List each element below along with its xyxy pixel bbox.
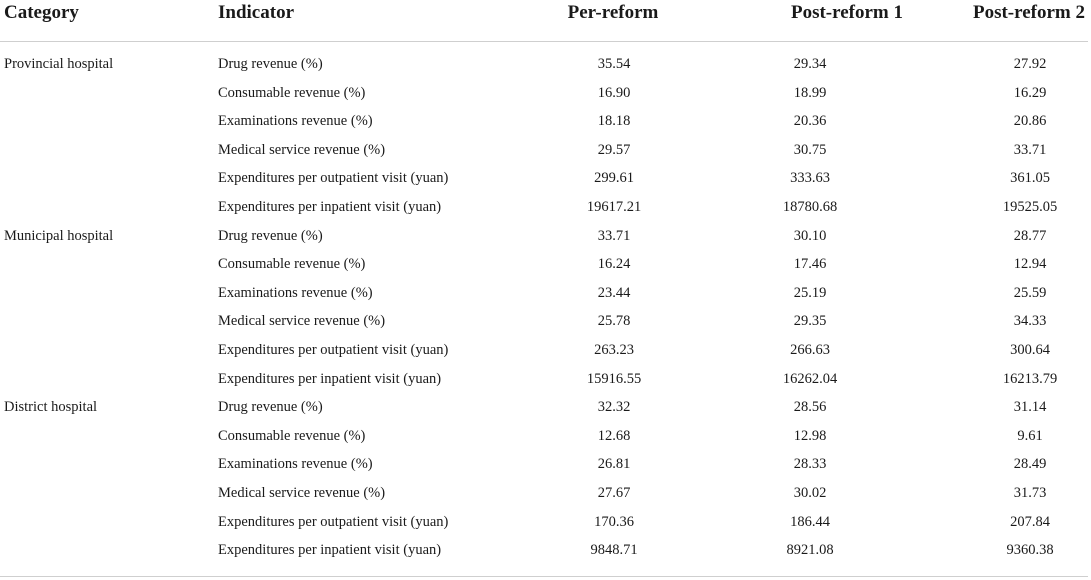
post-reform-1-cell: 28.56 xyxy=(793,399,827,416)
indicator-cell: Examinations revenue (%) xyxy=(218,113,373,130)
table-row xyxy=(0,478,1091,507)
table-row xyxy=(0,249,1091,278)
per-reform-cell: 19617.21 xyxy=(586,198,642,215)
bottom-divider xyxy=(0,576,1088,577)
table-row xyxy=(0,192,1091,221)
post-reform-2-cell: 361.05 xyxy=(1010,170,1050,187)
per-reform-cell: 26.81 xyxy=(597,456,631,473)
indicator-cell: Medical service revenue (%) xyxy=(218,313,386,330)
per-reform-cell: 170.36 xyxy=(594,513,634,530)
per-reform-cell: 25.78 xyxy=(597,313,631,330)
post-reform-2-cell: 28.77 xyxy=(1013,227,1047,244)
indicator-cell: Consumable revenue (%) xyxy=(218,84,366,101)
post-reform-1-cell: 25.19 xyxy=(793,284,827,301)
per-reform-cell: 35.54 xyxy=(597,56,631,72)
post-reform-1-cell: 30.10 xyxy=(793,227,827,244)
header-post-reform-1: Post-reform 1 xyxy=(790,2,903,23)
per-reform-cell: 32.32 xyxy=(597,399,631,416)
per-reform-cell: 18.18 xyxy=(597,113,631,130)
post-reform-1-cell: 8921.08 xyxy=(786,542,834,559)
post-reform-1-cell: 186.44 xyxy=(790,513,830,530)
post-reform-2-cell: 25.59 xyxy=(1013,284,1047,301)
indicator-cell: Medical service revenue (%) xyxy=(218,484,386,501)
table-row xyxy=(0,364,1091,393)
post-reform-1-cell: 333.63 xyxy=(790,170,830,187)
post-reform-2-cell: 19525.05 xyxy=(1002,198,1058,215)
indicator-cell: Expenditures per inpatient visit (yuan) xyxy=(218,370,442,387)
indicator-cell: Expenditures per outpatient visit (yuan) xyxy=(218,341,449,358)
post-reform-2-cell: 9.61 xyxy=(1017,427,1043,444)
table-row xyxy=(0,535,1091,564)
header-per-reform: Per-reform xyxy=(567,2,659,23)
post-reform-2-cell: 16.29 xyxy=(1013,84,1047,101)
post-reform-2-cell: 300.64 xyxy=(1010,341,1050,358)
indicator-cell: Examinations revenue (%) xyxy=(218,456,373,473)
table-row xyxy=(0,221,1091,250)
header-indicator: Indicator xyxy=(218,2,294,23)
post-reform-1-cell: 16262.04 xyxy=(782,370,838,387)
table-row xyxy=(0,306,1091,335)
post-reform-1-cell: 28.33 xyxy=(793,456,827,473)
table-row xyxy=(0,278,1091,307)
header-category: Category xyxy=(4,2,79,23)
post-reform-1-cell: 18780.68 xyxy=(782,198,838,215)
indicator-cell: Expenditures per outpatient visit (yuan) xyxy=(218,513,449,530)
table-row xyxy=(0,449,1091,478)
per-reform-cell: 263.23 xyxy=(594,341,634,358)
post-reform-2-cell: 27.92 xyxy=(1013,56,1047,72)
category-cell: Municipal hospital xyxy=(4,227,114,244)
category-cell: District hospital xyxy=(4,399,98,416)
post-reform-1-cell: 30.02 xyxy=(793,484,827,501)
post-reform-2-cell: 33.71 xyxy=(1013,141,1047,158)
table-row xyxy=(0,78,1091,107)
header-post-reform-2: Post-reform 2 xyxy=(972,2,1085,23)
post-reform-1-cell: 29.34 xyxy=(793,56,827,72)
post-reform-2-cell: 31.73 xyxy=(1013,484,1047,501)
indicator-cell: Expenditures per inpatient visit (yuan) xyxy=(218,198,442,215)
table-row xyxy=(0,49,1091,78)
post-reform-1-cell: 266.63 xyxy=(790,341,830,358)
indicator-cell: Expenditures per inpatient visit (yuan) xyxy=(218,542,442,559)
post-reform-1-cell: 29.35 xyxy=(793,313,827,330)
table-row xyxy=(0,421,1091,450)
post-reform-1-cell: 17.46 xyxy=(793,256,827,273)
indicator-cell: Examinations revenue (%) xyxy=(218,284,373,301)
per-reform-cell: 29.57 xyxy=(597,141,631,158)
table-row xyxy=(0,335,1091,364)
post-reform-2-cell: 20.86 xyxy=(1013,113,1047,130)
post-reform-2-cell: 207.84 xyxy=(1010,513,1050,530)
post-reform-2-cell: 9360.38 xyxy=(1006,542,1054,559)
per-reform-cell: 27.67 xyxy=(597,484,631,501)
per-reform-cell: 15916.55 xyxy=(586,370,642,387)
table-row xyxy=(0,163,1091,192)
indicator-cell: Consumable revenue (%) xyxy=(218,427,366,444)
post-reform-2-cell: 12.94 xyxy=(1013,256,1047,273)
per-reform-cell: 16.90 xyxy=(597,84,631,101)
table-body xyxy=(0,49,1091,564)
category-cell: Provincial hospital xyxy=(4,56,114,72)
indicator-cell: Expenditures per outpatient visit (yuan) xyxy=(218,170,449,187)
post-reform-2-cell: 34.33 xyxy=(1013,313,1047,330)
post-reform-2-cell: 28.49 xyxy=(1013,456,1047,473)
per-reform-cell: 33.71 xyxy=(597,227,631,244)
post-reform-1-cell: 20.36 xyxy=(793,113,827,130)
post-reform-2-cell: 16213.79 xyxy=(1002,370,1058,387)
indicator-cell: Medical service revenue (%) xyxy=(218,141,386,158)
post-reform-1-cell: 18.99 xyxy=(793,84,827,101)
post-reform-1-cell: 12.98 xyxy=(793,427,827,444)
indicator-cell: Drug revenue (%) xyxy=(218,56,323,72)
per-reform-cell: 12.68 xyxy=(597,427,631,444)
per-reform-cell: 23.44 xyxy=(597,284,631,301)
per-reform-cell: 9848.71 xyxy=(590,542,638,559)
post-reform-1-cell: 30.75 xyxy=(793,141,827,158)
post-reform-2-cell: 31.14 xyxy=(1013,399,1047,416)
header-divider xyxy=(0,41,1088,42)
table-row xyxy=(0,135,1091,164)
table-header xyxy=(0,0,1091,30)
indicator-cell: Consumable revenue (%) xyxy=(218,256,366,273)
per-reform-cell: 16.24 xyxy=(597,256,631,273)
indicator-cell: Drug revenue (%) xyxy=(218,399,323,416)
table-row xyxy=(0,507,1091,536)
table-row xyxy=(0,106,1091,135)
indicator-cell: Drug revenue (%) xyxy=(218,227,323,244)
table-row xyxy=(0,392,1091,421)
per-reform-cell: 299.61 xyxy=(594,170,634,187)
